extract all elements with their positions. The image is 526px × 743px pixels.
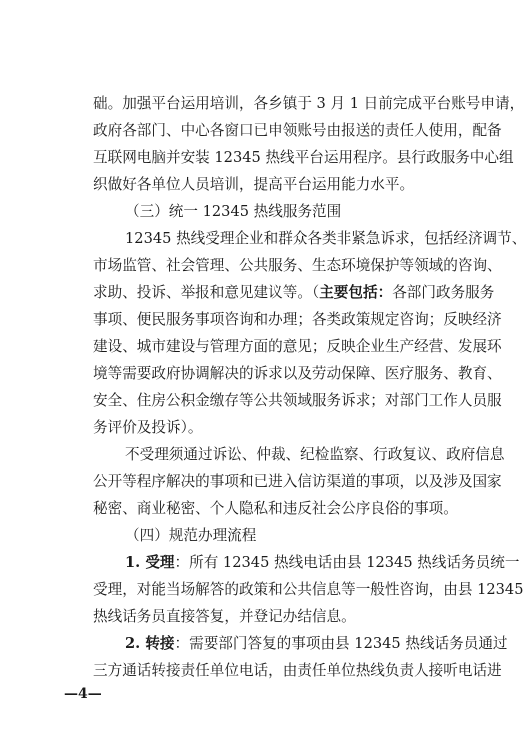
body-line-18 [125, 551, 520, 575]
text-segment: 事项、便民服务事项咨询和办理；各类政策规定咨询；反映经济 [93, 311, 502, 328]
section-heading-3 [125, 200, 441, 224]
text-segment: ：所有 12345 热线电话由县 12345 热线话务员统一 [174, 554, 520, 571]
section-heading-4 [125, 524, 441, 548]
text-segment: 热线话务员直接答复，并登记办结信息。 [93, 608, 356, 625]
text-segment: 求助、投诉、举报和意见建议等。（ [93, 284, 320, 301]
page-number: —4— [64, 686, 102, 702]
body-line-21 [125, 632, 508, 656]
text-segment: 市场监管、社会管理、公共服务、生态环境保护等领域的咨询、 [93, 257, 502, 274]
body-line-16 [93, 497, 458, 521]
body-line-3 [93, 146, 514, 170]
body-line-6 [125, 227, 526, 251]
text-segment: 各部门政务服务 [392, 284, 495, 301]
text-segment: 12345 热线受理企业和群众各类非紧急诉求，包括经济调节、 [125, 230, 526, 247]
body-line-11 [93, 362, 502, 386]
text-segment: 建设、城市建设与管理方面的意见；反映企业生产经营、发展环 [93, 338, 502, 355]
body-line-8 [93, 281, 495, 305]
body-line-9 [93, 308, 502, 332]
text-segment: （四）规范办理流程 [125, 527, 257, 544]
body-line-14 [125, 443, 505, 467]
text-segment: 秘密、商业秘密、个人隐私和违反社会公序良俗的事项。 [93, 500, 458, 517]
text-segment: （三）统一 12345 热线服务范围 [125, 203, 342, 220]
text-segment: 公开等程序解决的事项和已进入信访渠道的事项，以及涉及国家 [93, 473, 502, 490]
bold-text-segment: 1. 受理 [125, 554, 175, 571]
body-line-22 [93, 659, 502, 683]
body-line-10 [93, 335, 502, 359]
body-line-20 [93, 605, 441, 629]
body-line-12 [93, 389, 502, 413]
text-segment: 三方通话转接责任单位电话，由责任单位热线负责人接听电话进 [93, 662, 502, 679]
body-line-1 [93, 92, 525, 116]
text-segment: 础。加强平台运用培训，各乡镇于 3 月 1 日前完成平台账号申请， [93, 95, 525, 112]
body-line-19 [93, 578, 524, 602]
text-segment: 境等需要政府协调解决的诉求以及劳动保障、医疗服务、教育、 [93, 365, 502, 382]
text-segment: ：需要部门答复的事项由县 12345 热线话务员通过 [174, 635, 508, 652]
body-line-4 [93, 173, 441, 197]
body-line-15 [93, 470, 502, 494]
text-segment: 不受理须通过诉讼、仲裁、纪检监察、行政复议、政府信息 [125, 446, 505, 463]
text-segment: 安全、住房公积金缴存等公共领域服务诉求；对部门工作人员服 [93, 392, 502, 409]
text-segment: 受理，对能当场解答的政策和公共信息等一般性咨询，由县 12345 [93, 581, 524, 598]
body-line-2 [93, 119, 502, 143]
text-segment: 务评价及投诉）。 [93, 419, 203, 436]
text-segment: 织做好各单位人员培训，提高平台运用能力水平。 [93, 176, 415, 193]
text-segment: 互联网电脑并安装 12345 热线平台运用程序。县行政服务中心组 [93, 149, 514, 166]
bold-text-segment: 2. 转接 [125, 635, 175, 652]
body-line-13 [93, 416, 441, 440]
text-segment: 政府各部门、中心各窗口已申领账号由报送的责任人使用，配备 [93, 122, 502, 139]
body-line-7 [93, 254, 502, 278]
bold-text-segment: 主要包括： [319, 284, 393, 301]
